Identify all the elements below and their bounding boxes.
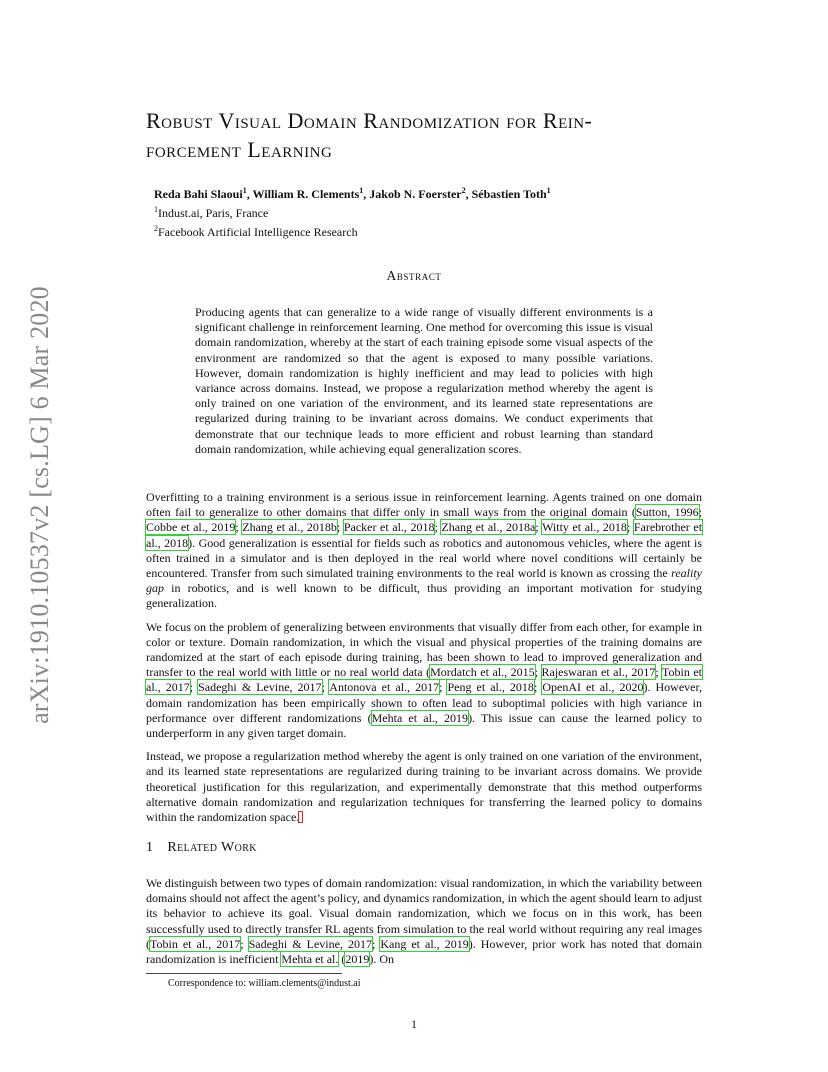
author-affiliation-mark: 1 [242,186,247,195]
text-run: ). Good generalization is essential for fields such as robotics and autonomous vehicles, where the agent is often trained in a simulator and is then deployed in the real world where novel conditions will certainly be encountered. Transfer from such simulated training environments to the real world is known as crossing the [146,535,702,581]
citation-link[interactable]: Peng et al., 2018 [447,680,534,695]
author-name: Sébastien Toth [471,187,547,201]
citation-link[interactable]: Zhang et al., 2018b [242,520,337,535]
author-name: Jakob N. Foerster [369,187,462,201]
text-run: ; [534,665,542,680]
text-run: ). However, prior work has noted that domain randomization is inefficient [146,936,702,967]
citation-link[interactable]: Tobin et al., 2017 [146,665,703,695]
text-run: We focus on the problem of generalizing between environments that visually differ from each other, for example in color or texture. Domain randomization, in which the visual and physical properties of the training domains are randomized at the start of each episode during training, has been shown to lead to improved generalization and transfer to the real world with little or no real world data ( [146,619,702,680]
text-run: We distinguish between two types of domain randomization: visual randomization, in which the variability between domains should not affect the agent’s policy, and dynamics randomization, in which the agent should learn to adjust its behavior to achieve its goal. Visual domain randomization, which we focus on in this work, has been successfully used to directly transfer RL agents from simulation to the real world without requiring any real images ( [146,876,702,951]
related-work [146,876,702,967]
citation-link[interactable]: Kang et al., 2019 [380,936,469,951]
arxiv-identifier: arXiv:1910.10537v2 [cs.LG] 6 Mar 2020 [25,286,54,724]
author-name: William R. Clements [252,187,360,201]
text-run: ). However, domain randomization has been empirically shown to often lead to suboptimal policies with high variance in performance over different randomizations ( [146,680,702,725]
author-names: Reda Bahi Slaoui$^1$, William R. Clements$^1$, Jakob N. Foerster$^2$, Sébastien Toth$^1$ [154,186,551,201]
citation-link[interactable]: Rajeswaran et al., 2017 [541,665,656,680]
text-run: ; [626,520,634,535]
affiliation-text: Facebook Artificial Intelligence Research [158,225,358,239]
text-run: ; [371,936,381,951]
affiliation [154,221,551,240]
text-run: ; [655,665,662,680]
page-number: 1 [411,1017,417,1031]
title-line-2: forcement Learning [146,137,333,162]
affiliation-mark: 1 [154,205,158,214]
citation-link[interactable]: Mordatch et al., 2015 [430,665,535,680]
affiliation [154,202,551,221]
text-run: Overfitting to a training environment is a serious issue in reinforcement learning. Agents trained on one domain often fail to generalize to other domains that differ only in small ways from the original domain ( [146,490,702,520]
text-run: in robotics, and is well known to be difficult, thus providing an important motivation for studying generalization. [146,581,702,611]
text-run: ; [698,505,702,520]
citation-link[interactable]: Tobin et al., 2017 [150,936,241,951]
citation-link[interactable]: Mehta et al. [281,952,339,967]
footnote-link[interactable] [299,812,302,822]
citation-link[interactable]: Antonova et al., 2017 [329,680,440,695]
citation-link[interactable]: 2019 [345,952,370,967]
intro-paragraph-1 [146,490,702,612]
citation-link[interactable]: Witty et al., 2018 [542,520,627,535]
citation-link[interactable]: Sutton, 1996 [635,505,699,520]
text-run: ; [533,680,543,695]
citation-link[interactable]: Mehta et al., 2019 [371,710,469,725]
author-affiliation-mark: 1 [359,186,364,195]
citation-link[interactable]: OpenAI et al., 2020 [542,680,644,695]
author-block [154,183,551,240]
arxiv-sidebar [22,286,58,724]
citation-link[interactable]: Farebrother et al., 2018 [146,520,703,550]
footnote-rule [146,973,342,974]
citation-link[interactable]: Sadeghi & Levine, 2017 [198,680,322,695]
text-run: ( [338,952,346,967]
text-run: ; [439,680,448,695]
affiliation-mark: 2 [154,224,158,233]
abstract-heading: Abstract [386,268,442,283]
text-run: ; [321,680,330,695]
emphasis-reality-gap: reality gap [146,566,702,596]
intro-paragraph-2 [146,620,702,742]
citation-link[interactable]: Cobbe et al., 2019 [146,520,236,535]
title-line-1: Robust Visual Domain Randomization for Rein- [146,108,593,133]
footnote-correspondence: Correspondence to: william.clements@indust.ai [168,978,361,989]
introduction [146,490,702,825]
related-work-paragraph-1 [146,876,702,967]
text-run: ; [240,936,249,951]
text-run: ; [235,520,243,535]
text-run: ; [189,680,199,695]
citation-link[interactable]: Sadeghi & Levine, 2017 [248,936,372,951]
text-run: ; [336,520,344,535]
text-run: ). On [369,952,395,967]
section-number: 1 [146,840,154,855]
author-affiliation-mark: 2 [461,186,466,195]
citation-link[interactable]: Packer et al., 2018 [343,520,435,535]
intro-paragraph-3 [146,749,702,825]
paper-title [146,106,706,164]
citation-link[interactable]: Zhang et al., 2018a [441,520,536,535]
affiliation-text: Indust.ai, Paris, France [158,206,269,220]
section-title: Related Work [167,840,257,855]
text-run: ; [535,520,543,535]
text-run: ). This issue can cause the learned policy to underperform in any given target domain. [146,710,702,741]
abstract-text: Producing agents that can generalize to a wide range of visually different environments is a significant challenge in reinforcement learning. One method for overcoming this issue is visual domain randomization, whereby at the start of each training episode some visual aspects of the environment are randomized so that the agent is exposed to many possible variations. However, domain randomization is highly inefficient and may lead to policies with high variance across domains. Instead, we propose a regularization method whereby the agent is only trained on one variation of the environment, and its learned state representations are regularized during training to be invariant across domains. We conduct experiments that demonstrate that our technique leads to more efficient and robust learning than standard domain randomization, while achieving equal generalization scores. [195,305,653,456]
author-name: Reda Bahi Slaoui [154,187,243,201]
section-heading-related-work [146,840,257,856]
text-run: Instead, we propose a regularization method whereby the agent is only trained on one variation of the environment, and its learned state representations are regularized during training to be invariant across domains. We provide theoretical justification for this regularization, and experimentally demonstrate that this method outperforms alternative domain randomization and regularization techniques for transferring the learned policy to domains within the randomization space. [146,749,702,825]
author-affiliation-mark: 1 [546,186,551,195]
text-run: ; [434,520,442,535]
